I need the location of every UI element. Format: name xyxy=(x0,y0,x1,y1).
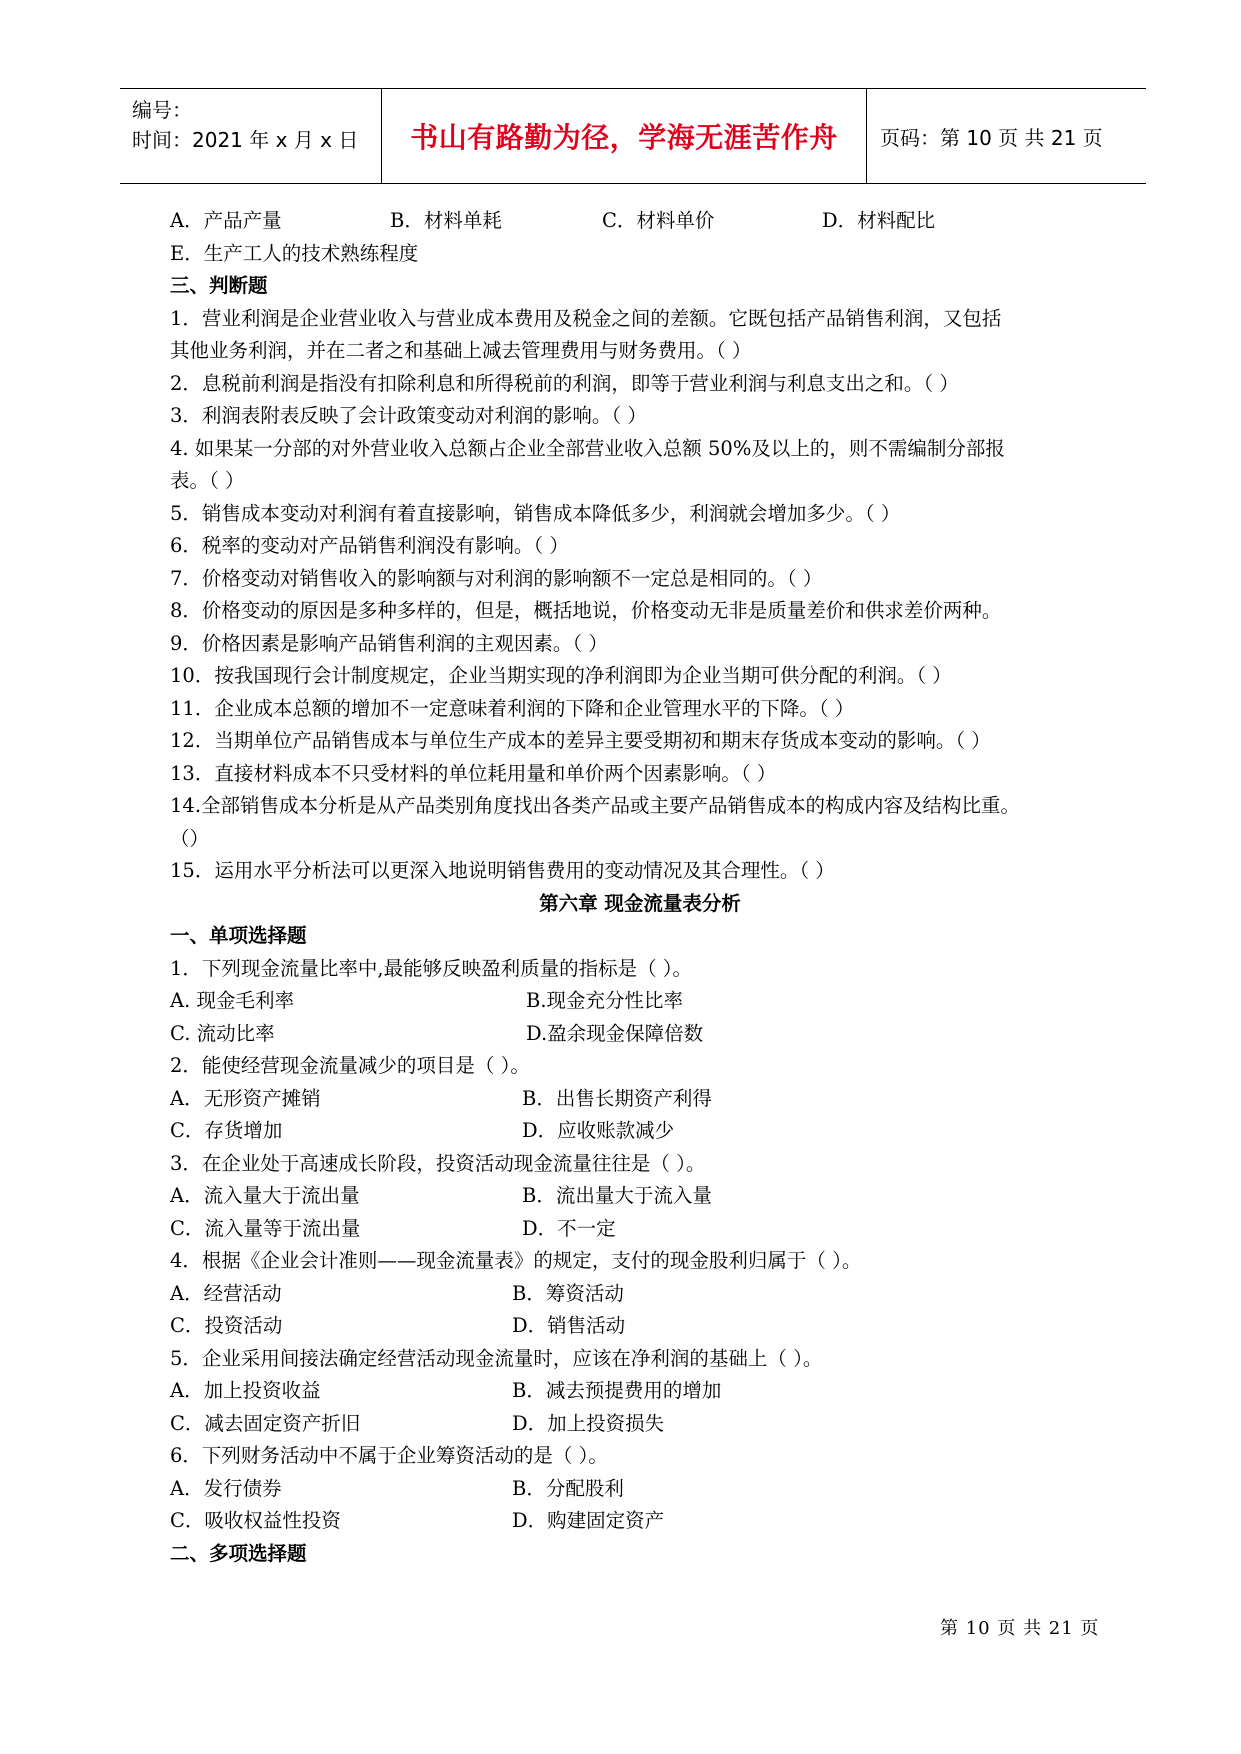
section-heading: 三、判断题 xyxy=(170,274,268,297)
header-motto: 书山有路勤为径，学海无涯苦作舟 xyxy=(410,121,838,154)
question-line: 4．根据《企业会计准则——现金流量表》的规定，支付的现金股利归属于（ ）。 xyxy=(170,1249,862,1272)
option-b: B．流出量大于流入量 xyxy=(522,1184,712,1207)
option-row xyxy=(170,205,1110,238)
option-c: C．投资活动 xyxy=(170,1314,283,1337)
question-line: 11．企业成本总额的增加不一定意味着利润的下降和企业管理水平的下降。（ ） xyxy=(170,696,855,720)
question-line: 1．营业利润是企业营业收入与营业成本费用及税金之间的差额。它既包括产品销售利润，又包括 xyxy=(170,306,1002,330)
question-line: 6．税率的变动对产品销售利润没有影响。（ ） xyxy=(170,534,569,557)
question-line: 15．运用水平分析法可以更深入地说明销售费用的变动情况及其合理性。（ ） xyxy=(170,859,835,882)
question-line: 5．销售成本变动对利润有着直接影响，销售成本降低多少，利润就会增加多少。（ ） xyxy=(170,501,901,525)
option-row xyxy=(170,1473,1110,1506)
question-line: 2．能使经营现金流量减少的项目是（ ）。 xyxy=(170,1054,530,1077)
page-header xyxy=(120,88,1146,184)
option-row xyxy=(170,1180,1110,1213)
option-row xyxy=(170,1408,1110,1441)
question-line: 表。（ ） xyxy=(170,469,245,492)
option-b: B．出售长期资产利得 xyxy=(522,1086,712,1110)
option-b: B．筹资活动 xyxy=(512,1281,624,1305)
header-left xyxy=(132,95,358,155)
option-d: D．不一定 xyxy=(522,1216,616,1240)
option-d: D．加上投资损失 xyxy=(512,1411,665,1435)
option-c: C．减去固定资产折旧 xyxy=(170,1411,361,1435)
question-line: 3．在企业处于高速成长阶段，投资活动现金流量往往是（ ）。 xyxy=(170,1151,706,1175)
option-a: A．产品产量 xyxy=(170,209,282,232)
question-line: （） xyxy=(170,826,210,850)
option-a: A．无形资产摊销 xyxy=(170,1086,321,1110)
option-row xyxy=(170,1213,1110,1246)
question-line: 2．息税前利润是指没有扣除利息和所得税前的利润，即等于营业利润与利息支出之和。（ ） xyxy=(170,371,959,395)
question-line: 6．下列财务活动中不属于企业筹资活动的是（ ）。 xyxy=(170,1444,608,1467)
header-divider xyxy=(866,89,867,183)
option-a: A．流入量大于流出量 xyxy=(170,1184,360,1207)
question-line: 10．按我国现行会计制度规定，企业当期实现的净利润即为企业当期可供分配的利润。（ ） xyxy=(170,664,952,687)
section-heading: 一、单项选择题 xyxy=(170,924,307,947)
time-label: 时间：2021 年 x 月 x 日 xyxy=(132,128,359,152)
option-d: D.盈余现金保障倍数 xyxy=(526,1021,704,1045)
option-row xyxy=(170,1278,1110,1311)
question-line: 8．价格变动的原因是多种多样的，但是，概括地说，价格变动无非是质量差价和供求差价两种。 xyxy=(170,599,1002,622)
question-line: 5．企业采用间接法确定经营活动现金流量时，应该在净利润的基础上（ ）。 xyxy=(170,1346,823,1370)
number-label: 编号： xyxy=(132,98,192,122)
option-d: D．销售活动 xyxy=(512,1314,626,1337)
option-row xyxy=(170,1310,1110,1343)
question-line: 12．当期单位产品销售成本与单位生产成本的差异主要受期初和期末存货成本变动的影响。（ ） xyxy=(170,729,991,752)
option-row xyxy=(170,1115,1110,1148)
question-line: 其他业务利润，并在二者之和基础上减去管理费用与财务费用。（ ） xyxy=(170,339,752,362)
question-line: 14.全部销售成本分析是从产品类别角度找出各类产品或主要产品销售成本的构成内容及结构比重。 xyxy=(170,794,1021,817)
option-e: E．生产工人的技术熟练程度 xyxy=(170,241,419,265)
question-line: 1．下列现金流量比率中,最能够反映盈利质量的指标是（ ）。 xyxy=(170,956,693,980)
option-c: C．流入量等于流出量 xyxy=(170,1216,361,1240)
option-c: C．吸收权益性投资 xyxy=(170,1509,341,1532)
document-body xyxy=(170,205,1110,1570)
option-d: D．材料配比 xyxy=(822,209,936,232)
option-b: B．分配股利 xyxy=(512,1476,624,1500)
section-heading: 二、多项选择题 xyxy=(170,1541,307,1565)
option-b: B．减去预提费用的增加 xyxy=(512,1379,722,1402)
option-a: A．经营活动 xyxy=(170,1281,282,1305)
option-row xyxy=(170,1018,1110,1051)
option-d: D．应收账款减少 xyxy=(522,1119,675,1142)
option-a: A. 现金毛利率 xyxy=(170,989,294,1012)
option-row xyxy=(170,1505,1110,1538)
header-page-label: 页码：第 10 页 共 21 页 xyxy=(880,125,1103,150)
page-footer: 第 10 页 共 21 页 xyxy=(940,1618,1100,1639)
option-d: D．购建固定资产 xyxy=(512,1509,665,1532)
question-line: 13．直接材料成本不只受材料的单位耗用量和单价两个因素影响。（ ） xyxy=(170,761,777,785)
option-row xyxy=(170,985,1110,1018)
question-line: 4. 如果某一分部的对外营业收入总额占企业全部营业收入总额 50%及以上的，则不需编制分部报 xyxy=(170,436,1005,460)
option-b: B．材料单耗 xyxy=(390,209,502,232)
question-line: 3．利润表附表反映了会计政策变动对利润的影响。（ ） xyxy=(170,404,647,427)
question-line: 7．价格变动对销售收入的影响额与对利润的影响额不一定总是相同的。（ ） xyxy=(170,566,823,590)
chapter-title: 第六章 现金流量表分析 xyxy=(539,891,741,915)
option-b: B.现金充分性比率 xyxy=(526,989,684,1012)
option-c: C．材料单价 xyxy=(602,209,715,232)
option-row xyxy=(170,1375,1110,1408)
question-line: 9．价格因素是影响产品销售利润的主观因素。（ ） xyxy=(170,631,608,655)
option-c: C．存货增加 xyxy=(170,1119,283,1142)
option-c: C. 流动比率 xyxy=(170,1021,275,1045)
option-a: A．发行债券 xyxy=(170,1476,282,1500)
option-row xyxy=(170,1083,1110,1116)
option-a: A．加上投资收益 xyxy=(170,1379,321,1402)
